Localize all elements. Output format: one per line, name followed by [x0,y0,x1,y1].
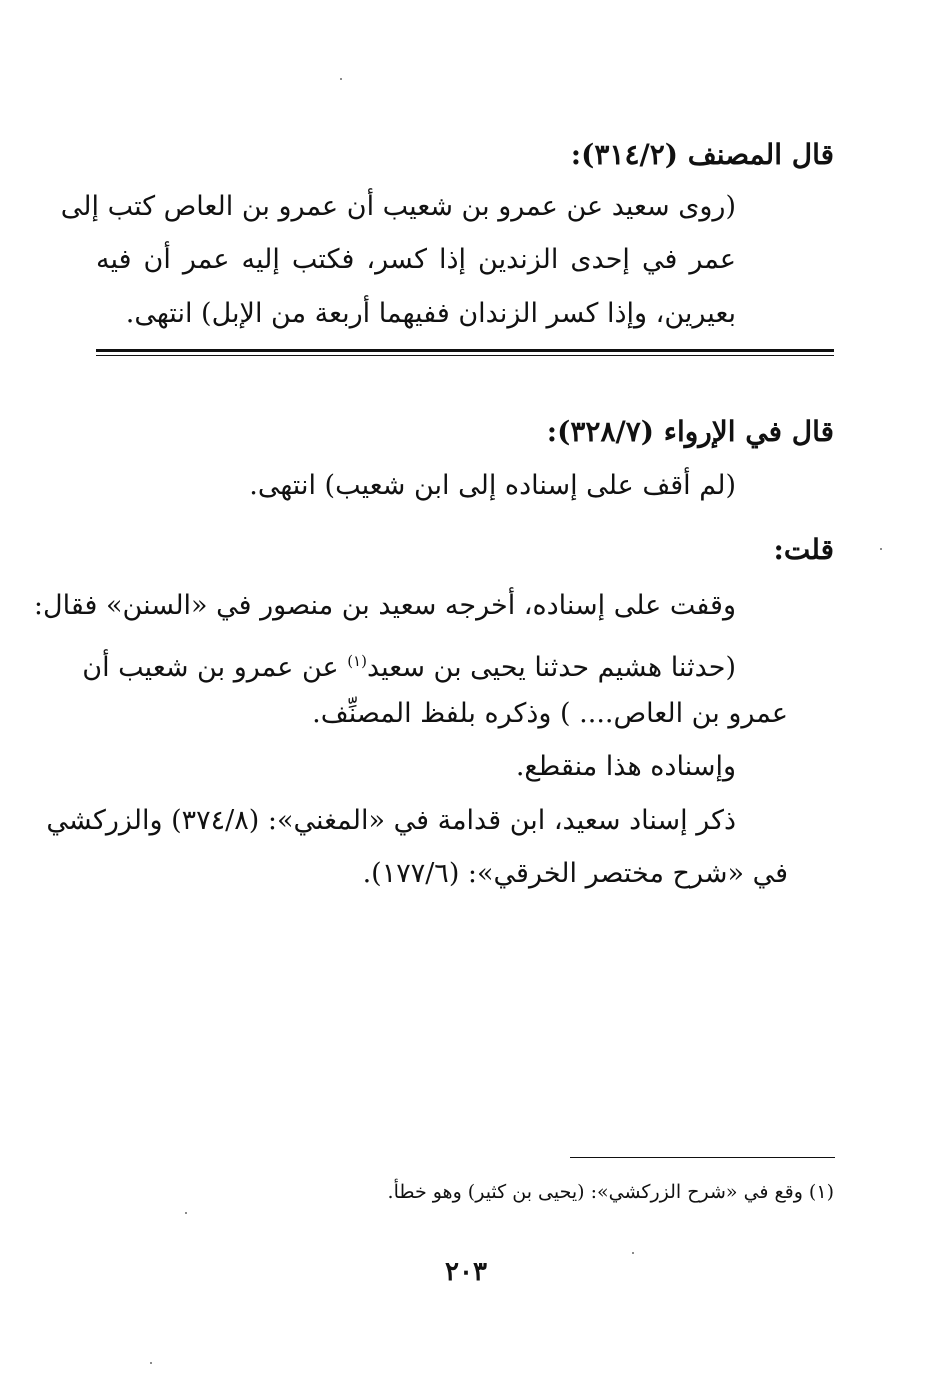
footnote: (١) وقع في «شرح الزركشي»: (يحيى بن كثير) وهو خطأ. [387,1181,834,1203]
paragraph-text: (حدثنا هشيم حدثنا يحيى بن سعيد [366,652,736,683]
separator-rule-thick [96,349,834,352]
scan-speck [150,1362,152,1364]
section3-heading: قلت: [773,533,834,566]
paragraph-line: ذكر إسناد سعيد، ابن قدامة في «المغني»: (٣٧٤/٨) والزركشي [46,805,736,836]
paragraph-line [82,639,736,687]
scan-speck [340,78,342,80]
paragraph-line: عمرو بن العاص.... ) وذكره بلفظ المصنِّف. [312,698,788,729]
quote-line: بعيرين، وإذا كسر الزندان ففيهما أربعة من الإبل) انتهى. [125,298,736,329]
paragraph-text: عن عمرو بن شعيب أن [82,652,348,683]
scan-speck [185,1212,187,1214]
paragraph-line: وقفت على إسناده، أخرجه سعيد بن منصور في «السنن» فقال: [33,590,736,621]
paragraph-line: في «شرح مختصر الخرقي»: (١٧٧/٦). [362,858,788,889]
scan-speck [880,548,882,550]
quote-line: (روى سعيد عن عمرو بن شعيب أن عمرو بن العاص كتب إلى [60,191,736,222]
footnote-separator [570,1157,835,1158]
irwa-quote: (لم أقف على إسناده إلى ابن شعيب) انتهى. [249,470,736,501]
quote-line: عمر في إحدى الزندين إذا كسر، فكتب إليه عمر أن فيه [96,244,736,275]
section2-heading: قال في الإرواء (٣٢٨/٧): [546,415,834,448]
footnote-marker: (١) [347,652,367,670]
page-number: ٢٠٣ [445,1257,487,1287]
separator-rule-thin [96,355,834,356]
scan-speck [632,1252,634,1254]
paragraph-line: وإسناده هذا منقطع. [515,751,736,782]
section1-heading: قال المصنف (٣١٤/٢): [570,138,834,171]
